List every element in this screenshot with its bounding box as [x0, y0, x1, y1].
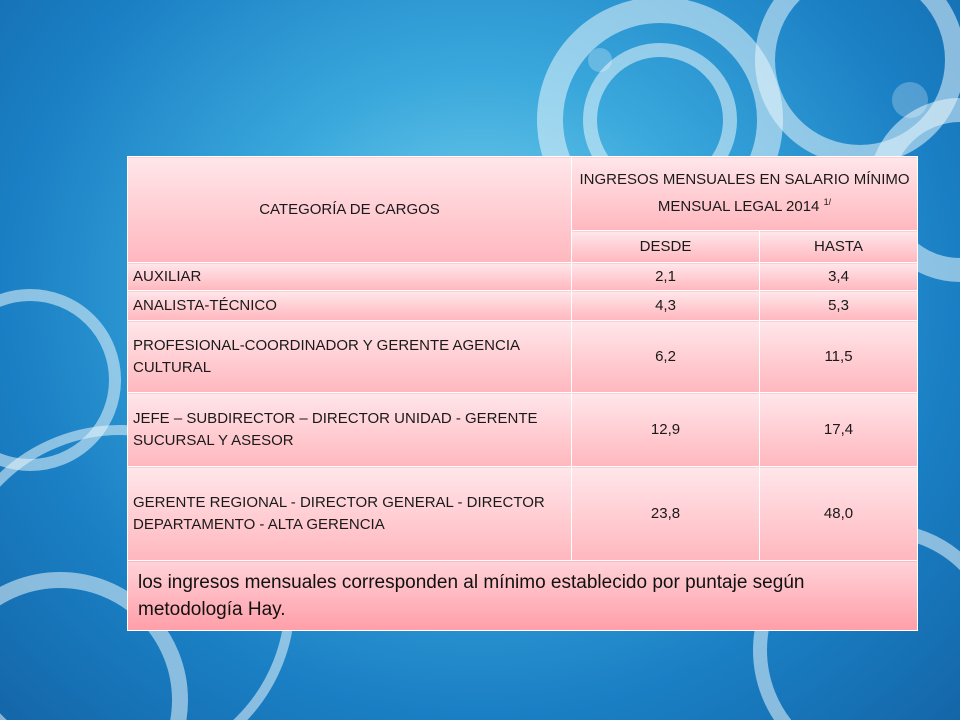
header-income — [572, 157, 918, 231]
footnote-mark: 1/ — [823, 197, 832, 207]
row-to: 17,4 — [760, 393, 918, 467]
table-row — [128, 263, 918, 291]
row-category: AUXILIAR — [128, 263, 572, 291]
row-category: PROFESIONAL-COORDINADOR Y GERENTE AGENCIA CULTURAL — [128, 321, 572, 393]
row-to: 11,5 — [760, 321, 918, 393]
row-category: ANALISTA-TÉCNICO — [128, 291, 572, 321]
header-category — [128, 157, 572, 263]
row-to: 48,0 — [760, 467, 918, 561]
table-row — [128, 467, 918, 561]
salary-table — [127, 156, 918, 631]
header-category-label: CATEGORÍA DE CARGOS — [259, 200, 440, 218]
header-to: HASTA — [760, 231, 918, 263]
table-row — [128, 393, 918, 467]
table-row — [128, 291, 918, 321]
row-from: 4,3 — [572, 291, 760, 321]
table-row — [128, 321, 918, 393]
row-from: 2,1 — [572, 263, 760, 291]
header-income-label: INGRESOS MENSUALES EN SALARIO MÍNIMO MENSUAL LEGAL 2014 — [579, 171, 910, 215]
row-category: JEFE – SUBDIRECTOR – DIRECTOR UNIDAD - GERENTE SUCURSAL Y ASESOR — [128, 393, 572, 467]
row-from: 6,2 — [572, 321, 760, 393]
note-row — [128, 561, 918, 631]
row-to: 5,3 — [760, 291, 918, 321]
row-from: 12,9 — [572, 393, 760, 467]
header-from: DESDE — [572, 231, 760, 263]
row-category: GERENTE REGIONAL - DIRECTOR GENERAL - DIRECTOR DEPARTAMENTO - ALTA GERENCIA — [128, 467, 572, 561]
row-from: 23,8 — [572, 467, 760, 561]
table-note: los ingresos mensuales corresponden al mínimo establecido por puntaje según metodología Hay. — [128, 561, 918, 631]
row-to: 3,4 — [760, 263, 918, 291]
salary-table-container — [127, 156, 917, 630]
